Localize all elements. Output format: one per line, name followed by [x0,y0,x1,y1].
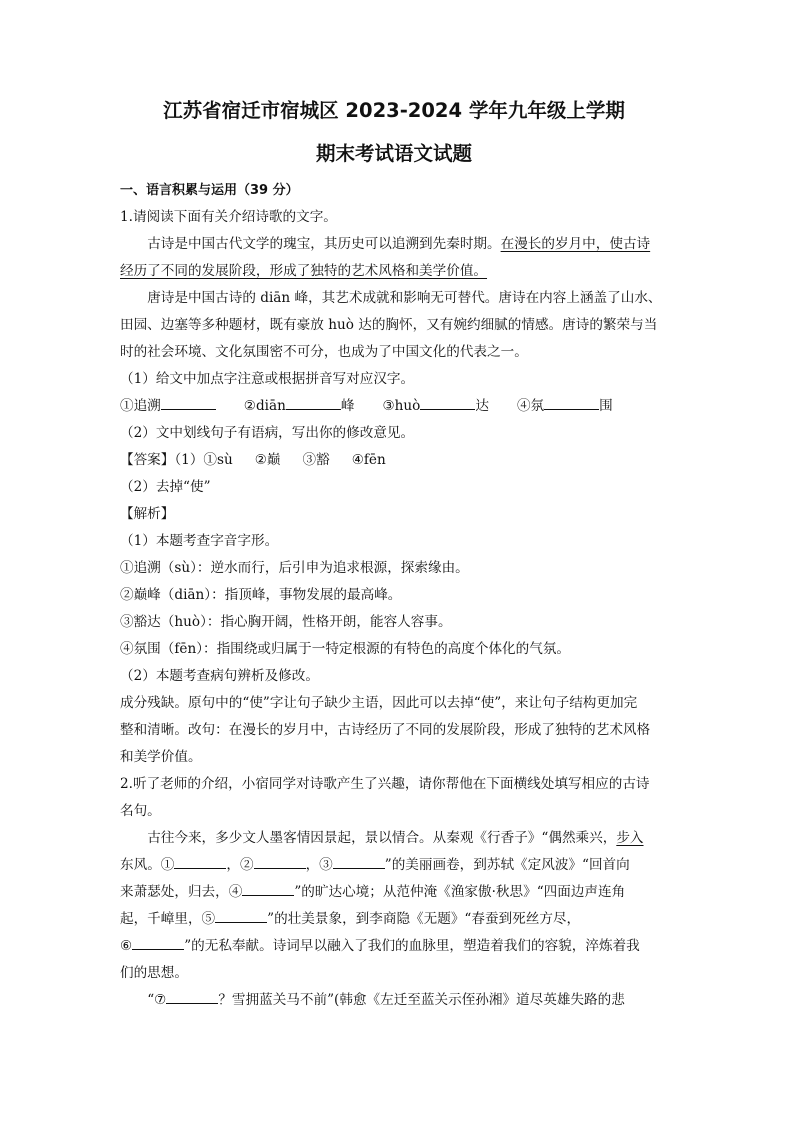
blank-6[interactable] [132,935,184,950]
fill-b-label: ②diān [243,398,286,414]
fill-d-after: 围 [599,398,613,414]
q2-para-line5 [120,933,668,960]
fill-c-after: 达 [475,398,489,414]
analysis-line: ①追溯（sù）：逆水而行，后引申为追求根源，探索缘由。 [120,560,469,576]
q1-para1-line1 [120,231,668,258]
q2-prompt-line2: 名句。 [120,803,161,819]
document-page [120,92,668,1014]
q2-text: ，③ [305,857,333,873]
q1-para2-line2: 田园、边塞等多种题材，既有豪放 huò 达的胸怀，又有婉约细腻的情感。唐诗的繁荣与当 [120,317,658,333]
analysis-line: 整和清晰。改句：在漫长的岁月中，古诗经历了不同的发展阶段，形成了独特的艺术风格 [120,722,651,738]
analysis-line: 和美学价值。 [120,749,202,765]
analysis-line: 成分残缺。原句中的“使”字让句子缺少主语，因此可以去掉“使”，来让句子结构更加完 [120,695,638,711]
fill-c-blank[interactable] [420,395,475,410]
answer-label: 【答案】 [120,452,175,468]
fill-d-blank[interactable] [544,395,599,410]
q1-para2-line1: 唐诗是中国古诗的 diān 峰，其艺术成就和影响无可替代。唐诗在内容上涵盖了山水、 [147,290,662,306]
q2-text: ”的壮美景象，到李商隐《无题》“春蚕到死丝方尽， [267,911,581,927]
q2-text: 起，千嶂里，⑤ [120,911,216,927]
q1-sub1: （1）给文中加点字注意或根据拼音写对应汉字。 [120,371,415,387]
q2-para-line4 [120,906,668,933]
blank-7[interactable] [166,989,218,1004]
section-heading: 一、语言积累与运用（39 分） [120,183,299,198]
fill-a-label: ①追溯 [120,398,161,414]
blank-2[interactable] [254,854,306,869]
analysis-line: ②巅峰（diān）：指顶峰，事物发展的最高峰。 [120,587,402,603]
fill-b-blank[interactable] [286,395,341,410]
analysis-label: 【解析】 [120,506,175,522]
document-title-line2: 期末考试语文试题 [315,142,472,165]
q2-text: ⑥ [120,938,133,954]
q1-underlined-sentence-b: 经历了不同的发展阶段，形成了独特的艺术风格和美学价值。 [120,263,488,279]
document-title-line1: 江苏省宿迁市宿城区 2023-2024 学年九年级上学期 [163,99,625,122]
q2-para-line7 [120,987,668,1014]
blank-1[interactable] [174,854,226,869]
analysis-line: ④氛围（fēn）：指围绕或归属于一特定根源的有特色的高度个体化的气氛。 [120,641,571,657]
q2-text: 东风 [120,857,148,873]
q1-fill-line [120,393,668,420]
fill-d-label: ④氛 [516,398,545,414]
fill-b-after: 峰 [340,398,355,414]
q2-text: 来萧瑟处，归去，④ [120,884,243,900]
answer-line2: （2）去掉“使” [120,479,211,495]
q2-prompt-line1: 2.听了老师的介绍，小宿同学对诗歌产生了兴趣，请你帮他在下面横线处填写相应的古诗 [120,776,650,792]
answer-b: ②巅 [254,452,281,468]
q2-text: 古往今来，多少文人墨客情因景起，景以情合。从秦观《行香子》“偶然乘兴， [147,830,617,846]
q2-para-line6: 们的思想。 [120,965,188,981]
q2-text: ”的旷达心境；从范仲淹《渔家傲·秋思》“四面边声连角 [294,884,626,900]
answer-d: ④fēn [351,452,386,468]
q1-para1-line2 [120,258,668,285]
q2-text: ？雪拥蓝关马不前”(韩愈《左迁至蓝关示侄孙湘》道尽英雄失路的悲 [218,992,625,1008]
q2-para-line3 [120,879,668,906]
blank-5[interactable] [215,908,267,923]
fill-c-label: ③huò [382,398,421,414]
q2-underlined-text: 步入 [616,830,644,846]
q2-text: “⑦ [147,992,167,1008]
q2-para-line1 [120,825,668,852]
q1-para2-line3: 时的社会环境、文化氛围密不可分，也成为了中国文化的代表之一。 [120,344,528,360]
analysis-line: （2）本题考查病句辨析及修改。 [120,668,319,684]
q1-prompt: 1.请阅读下面有关介绍诗歌的文字。 [120,209,337,225]
blank-4[interactable] [242,881,294,896]
analysis-line: （1）本题考查字音字形。 [120,533,279,549]
q1-underlined-sentence-a: 在漫长的岁月中，使古诗 [500,236,651,252]
answer-c: ③豁 [302,452,330,468]
fill-a-blank[interactable] [161,395,216,410]
q1-sub2: （2）文中划线句子有语病，写出你的修改意见。 [120,425,415,441]
q2-para-line2 [120,852,668,879]
q2-text: ”的无私奉献。诗词早以融入了我们的血脉里，塑造着我们的容貌，淬炼着我 [184,938,640,954]
q2-text: 。① [147,857,175,873]
analysis-line: ③豁达（huò）：指心胸开阔，性格开朗，能容人容事。 [120,614,452,630]
q1-para1-text: 古诗是中国古代文学的瑰宝，其历史可以追溯到先秦时期。 [147,236,501,252]
q2-text: ”的美丽画卷，到苏轼《定风波》“回首向 [384,857,630,873]
answer-a: （1）①sù [174,452,233,468]
blank-3[interactable] [333,854,385,869]
q2-text: ，② [226,857,254,873]
answer-line1 [120,447,668,474]
